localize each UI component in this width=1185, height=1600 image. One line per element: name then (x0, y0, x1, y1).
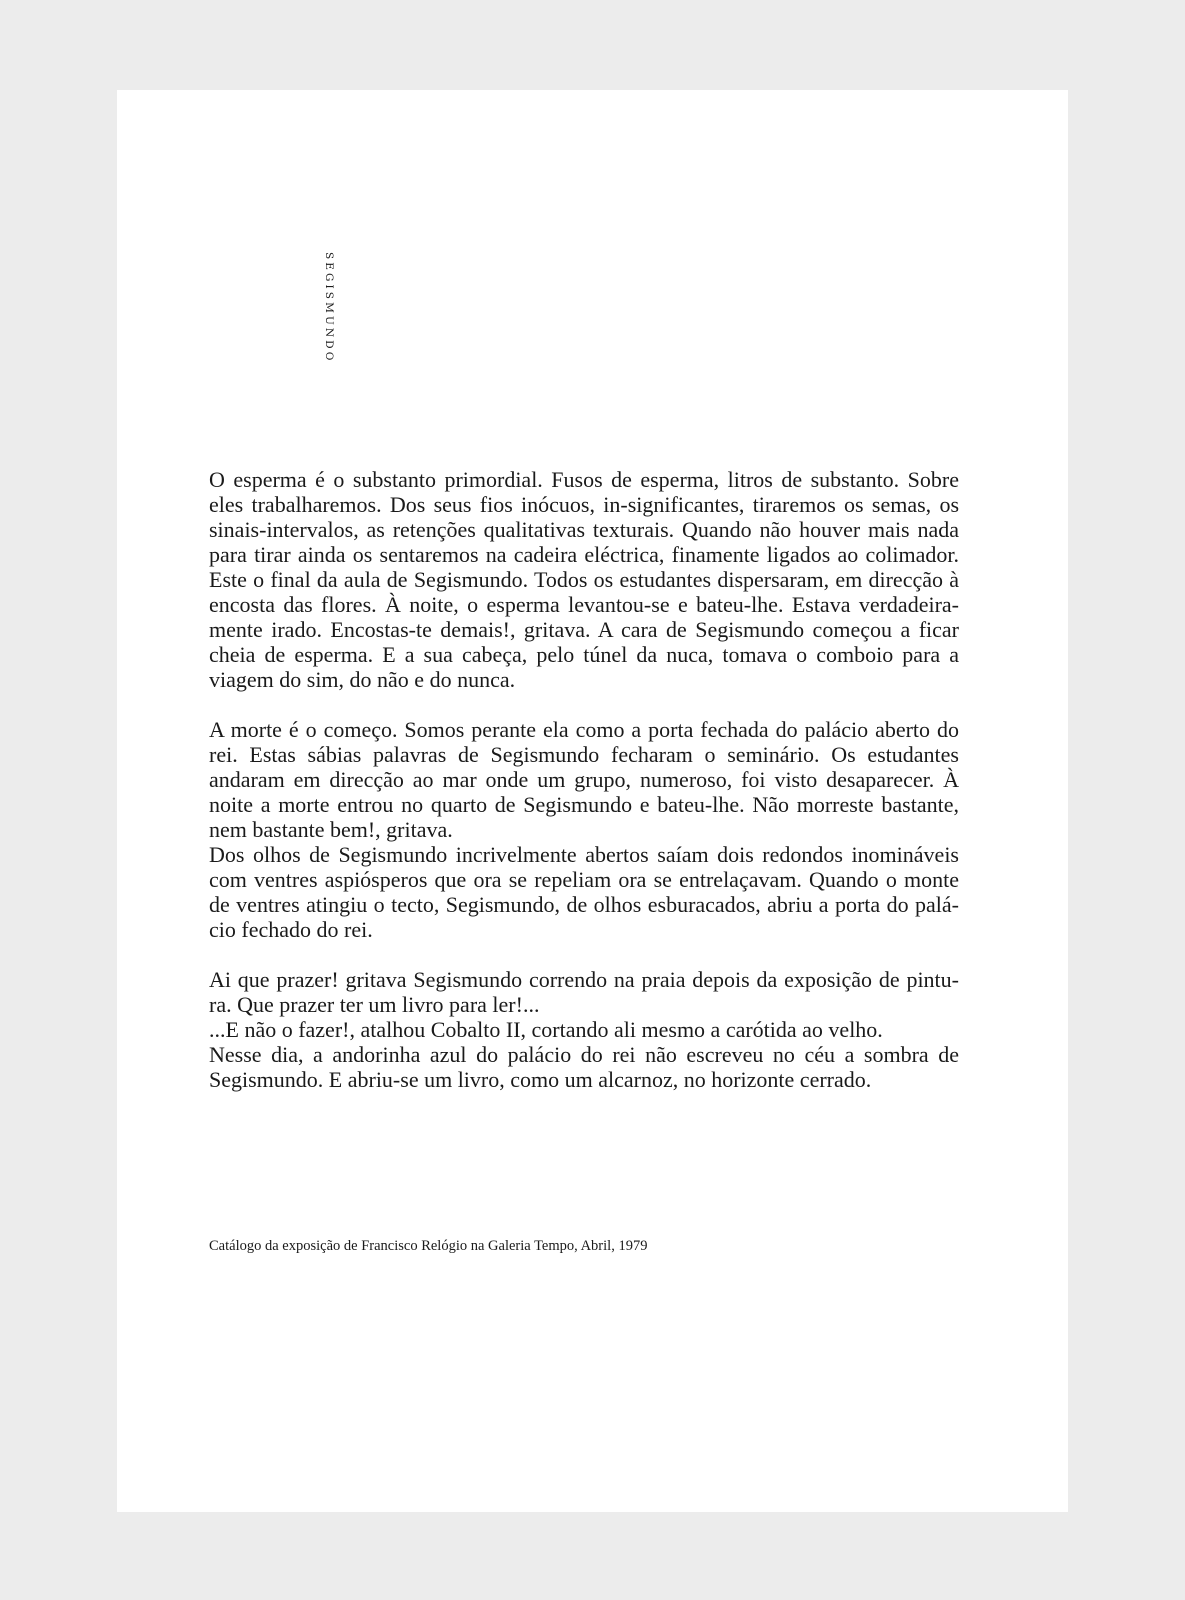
text-line: rei. Estas sábias palavras de Segismundo fecharam o seminário. Os estudantes (209, 742, 959, 767)
running-title (321, 252, 341, 382)
text-line: Nesse dia, a andorinha azul do palácio do rei não escreveu no céu a sombra de (209, 1042, 959, 1067)
text-line: ra. Que prazer ter um livro para ler!... (209, 992, 540, 1017)
text-line: O esperma é o substanto primordial. Fusos de esperma, litros de substanto. Sobre (209, 467, 959, 492)
text-line: A morte é o começo. Somos perante ela como a porta fechada do palácio aberto do (209, 717, 959, 742)
paragraph-1 (209, 467, 959, 692)
text-line: Este o final da aula de Segismundo. Todos os estudantes dispersaram, em direcção à (209, 567, 959, 592)
body-text (209, 467, 959, 1092)
text-line: mente irado. Encostas-te demais!, gritava. A cara de Segismundo começou a ficar (209, 617, 959, 642)
paragraph-gap (209, 692, 959, 717)
text-line: nem bastante bem!, gritava. (209, 817, 453, 842)
text-line: Dos olhos de Segismundo incrivelmente abertos saíam dois redondos inomináveis (209, 842, 959, 867)
text-line: noite a morte entrou no quarto de Segismundo e bateu-lhe. Não morreste bastante, (209, 792, 959, 817)
running-title-text: SEGISMUNDO (323, 252, 335, 364)
text-line: encosta das flores. À noite, o esperma levantou-se e bateu-lhe. Estava verdadeira- (209, 592, 959, 617)
text-line: ...E não o fazer!, atalhou Cobalto II, cortando ali mesmo a carótida ao velho. (209, 1017, 883, 1042)
text-line: cio fechado do rei. (209, 917, 373, 942)
text-line: com ventres aspiósperos que ora se repeliam ora se entrelaçavam. Quando o monte (209, 867, 959, 892)
text-line: de ventres atingiu o tecto, Segismundo, de olhos esburacados, abriu a porta do palá- (209, 892, 959, 917)
paragraph-gap (209, 942, 959, 967)
paragraph-3 (209, 967, 959, 1092)
text-line: andaram em direcção ao mar onde um grupo, numeroso, foi visto desaparecer. À (209, 767, 959, 792)
text-line: para tirar ainda os sentaremos na cadeira eléctrica, finamente ligados ao colimador. (209, 542, 959, 567)
paragraph-2 (209, 717, 959, 942)
text-line: viagem do sim, do não e do nunca. (209, 667, 516, 692)
page-sheet (117, 90, 1068, 1512)
text-line: eles trabalharemos. Dos seus fios inócuos, in-significantes, tiraremos os semas, os (209, 492, 959, 517)
text-line: Ai que prazer! gritava Segismundo correndo na praia depois da exposição de pintu- (209, 967, 959, 992)
text-line: sinais-intervalos, as retenções qualitativas texturais. Quando não houver mais nada (209, 517, 959, 542)
catalog-caption: Catálogo da exposição de Francisco Relógio na Galeria Tempo, Abril, 1979 (209, 1238, 648, 1254)
text-line: cheia de esperma. E a sua cabeça, pelo túnel da nuca, tomava o comboio para a (209, 642, 959, 667)
text-line: Segismundo. E abriu-se um livro, como um alcarnoz, no horizonte cerrado. (209, 1067, 872, 1092)
